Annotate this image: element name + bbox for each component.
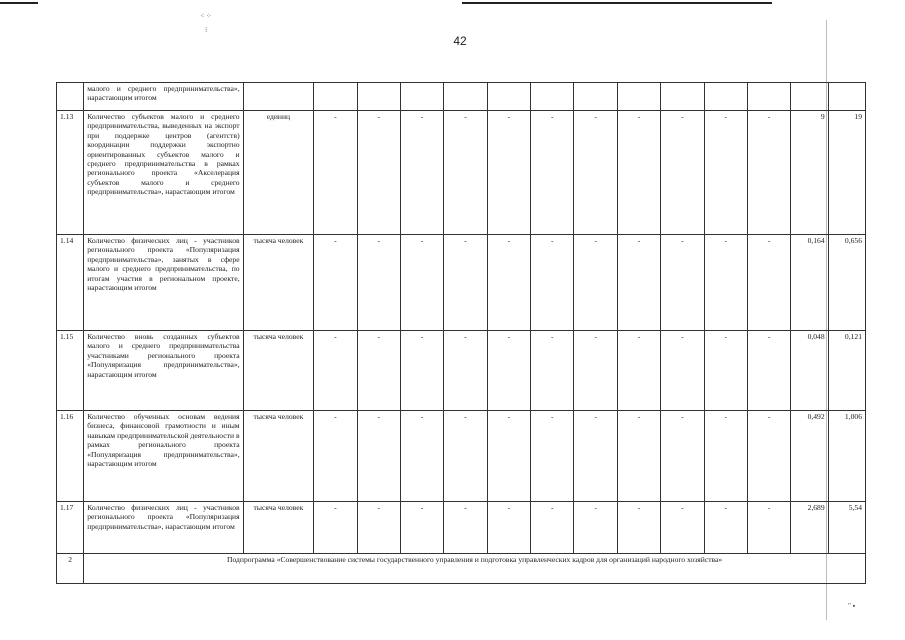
- target-value-2: 0,121: [828, 331, 865, 411]
- period-value-empty: -: [531, 235, 574, 331]
- period-value-empty: -: [704, 111, 747, 235]
- period-value-empty: -: [747, 502, 790, 554]
- period-value-empty: -: [400, 111, 443, 235]
- section-number: 2: [57, 554, 84, 584]
- period-value-empty: -: [704, 331, 747, 411]
- indicator-table: [56, 82, 866, 584]
- table-row: [57, 331, 866, 411]
- scan-speck: " ▪: [848, 602, 856, 610]
- period-value-empty: -: [487, 502, 530, 554]
- period-value-empty: -: [487, 411, 530, 502]
- period-value-empty: -: [531, 331, 574, 411]
- period-value-empty: -: [444, 411, 487, 502]
- unit-cell: [243, 83, 314, 111]
- period-value-empty: -: [704, 235, 747, 331]
- continuation-description: малого и среднего предпринимательства», нарастающим итогом: [84, 83, 243, 111]
- target-value-2: 5,54: [828, 502, 865, 554]
- unit-of-measure: тысяча человек: [243, 411, 314, 502]
- period-value-empty: -: [531, 111, 574, 235]
- period-value-empty: -: [661, 331, 704, 411]
- period-value-empty: -: [661, 111, 704, 235]
- period-value-empty: -: [400, 331, 443, 411]
- period-value-empty: -: [661, 411, 704, 502]
- period-value-empty: -: [617, 331, 660, 411]
- period-value-empty: -: [487, 331, 530, 411]
- period-value-empty: -: [574, 331, 617, 411]
- period-value-empty: -: [574, 235, 617, 331]
- row-number: 1.13: [57, 111, 84, 235]
- period-value-empty: -: [704, 502, 747, 554]
- row-number: [57, 83, 84, 111]
- indicator-description: Количество обученных основам ведения бизнеса, финансовой грамотности и иным навыкам предпринимательской деятельности в рамках регионального проекта «Популяризация предпринимательства», нарастающим итогом: [84, 411, 243, 502]
- target-value-1: 0,492: [791, 411, 828, 502]
- period-value-empty: -: [314, 331, 357, 411]
- target-value-1: 0,164: [791, 235, 828, 331]
- period-value-empty: -: [444, 331, 487, 411]
- period-value-empty: -: [747, 235, 790, 331]
- period-value-empty: -: [400, 502, 443, 554]
- row-number: 1.15: [57, 331, 84, 411]
- period-value-empty: -: [531, 502, 574, 554]
- period-value-empty: -: [747, 331, 790, 411]
- scan-mark-top: [462, 2, 772, 4]
- table-row: [57, 111, 866, 235]
- period-value-empty: -: [574, 111, 617, 235]
- period-value-empty: -: [617, 111, 660, 235]
- period-value-empty: -: [444, 235, 487, 331]
- indicator-description: Количество физических лиц - участников регионального проекта «Популяризация предпринимательства», нарастающим итогом: [84, 502, 243, 554]
- period-value-empty: -: [314, 111, 357, 235]
- period-value-empty: -: [747, 111, 790, 235]
- unit-of-measure: тысяча человек: [243, 331, 314, 411]
- table-row: [57, 235, 866, 331]
- subprogram-title: Подпрограмма «Совершенствование системы государственного управления и подготовка управленческих кадров для организаций народного хозяйства»: [84, 554, 866, 584]
- period-value-empty: -: [661, 502, 704, 554]
- unit-of-measure: тысяча человек: [243, 235, 314, 331]
- period-value-empty: -: [747, 411, 790, 502]
- section-row: [57, 554, 866, 584]
- period-value-empty: -: [444, 111, 487, 235]
- period-value-empty: -: [487, 111, 530, 235]
- period-value-empty: -: [487, 235, 530, 331]
- scan-speck: ⁝: [205, 26, 208, 34]
- target-value-2: 0,656: [828, 235, 865, 331]
- period-value-empty: -: [531, 411, 574, 502]
- indicator-description: Количество вновь созданных субъектов малого и среднего предпринимательства участниками регионального проекта «Популяризация предпринимательства», нарастающим итогом: [84, 331, 243, 411]
- period-value-empty: -: [357, 502, 400, 554]
- unit-of-measure: единиц: [243, 111, 314, 235]
- row-number: 1.14: [57, 235, 84, 331]
- page-number: 42: [453, 34, 467, 48]
- table-row: [57, 502, 866, 554]
- period-value-empty: -: [357, 111, 400, 235]
- table-row: [57, 411, 866, 502]
- period-value-empty: -: [574, 502, 617, 554]
- period-value-empty: -: [704, 411, 747, 502]
- period-value-empty: -: [661, 235, 704, 331]
- period-value-empty: -: [357, 411, 400, 502]
- target-value-2: 1,006: [828, 411, 865, 502]
- period-value-empty: -: [617, 411, 660, 502]
- period-value-empty: -: [617, 235, 660, 331]
- indicator-description: Количество субъектов малого и среднего предпринимательства, выведенных на экспорт при поддержке центров (агентств) координации поддержки экспортно ориентированных субъектов малого и среднего предпринимательства в рамках регионального проекта «Акселерация субъектов малого и среднего предпринимательства», нарастающим итогом: [84, 111, 243, 235]
- period-value-empty: -: [314, 502, 357, 554]
- period-value-empty: -: [357, 235, 400, 331]
- continuation-row: [57, 83, 866, 111]
- period-value-empty: -: [314, 411, 357, 502]
- indicator-description: Количество физических лиц - участников регионального проекта «Популяризация предпринимательства», занятых в сфере малого и среднего предпринимательства, по итогам участия в региональном проекте, нарастающим итогом: [84, 235, 243, 331]
- target-value-1: 0,048: [791, 331, 828, 411]
- period-value-empty: -: [314, 235, 357, 331]
- period-value-empty: -: [400, 235, 443, 331]
- unit-of-measure: тысяча человек: [243, 502, 314, 554]
- period-value-empty: -: [617, 502, 660, 554]
- target-value-1: 2,689: [791, 502, 828, 554]
- period-value-empty: -: [574, 411, 617, 502]
- row-number: 1.17: [57, 502, 84, 554]
- scan-mark-left: [0, 2, 38, 4]
- target-value-1: 9: [791, 111, 828, 235]
- period-value-empty: -: [444, 502, 487, 554]
- period-value-empty: -: [400, 411, 443, 502]
- row-number: 1.16: [57, 411, 84, 502]
- period-value-empty: -: [357, 331, 400, 411]
- target-value-2: 19: [828, 111, 865, 235]
- scan-speck: ⁖ ⁘: [200, 12, 212, 20]
